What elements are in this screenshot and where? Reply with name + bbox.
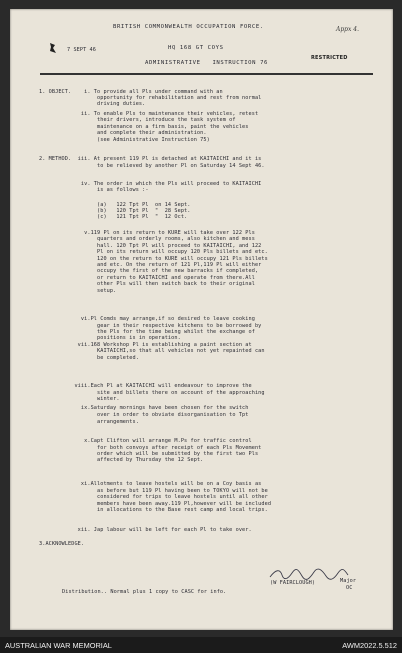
header-org: BRITISH COMMONWEALTH OCCUPATION FORCE. — [113, 24, 264, 30]
signatory-appointment: OC — [346, 585, 353, 591]
archive-footer — [0, 637, 402, 653]
instruction-line: maintenance on a firm basis, paint the vehicles — [39, 124, 249, 130]
instruction-line: 3.ACKNOWLEDGE. — [39, 541, 85, 547]
instruction-line: hall. 120 Tpt Pl will proceed to KAITAICHI, and 122 — [39, 243, 262, 249]
instruction-line: considered for trips to leave hostels until all other — [39, 494, 268, 500]
footer-institution: AUSTRALIAN WAR MEMORIAL — [5, 641, 112, 650]
instruction-line: their drivers, introduce the task system of — [39, 117, 236, 123]
distribution-line: Distribution.. Normal plus 1 copy to CASC for info. — [62, 589, 227, 595]
hole-punch-mark-icon — [48, 42, 57, 54]
handwritten-signature — [268, 567, 350, 581]
header-date: 7 SEPT 46 — [67, 47, 97, 53]
instruction-line: as before but 119 Pl having been to TOKYO will not be — [39, 488, 268, 494]
instruction-line: other Pls will then switch back to their original — [39, 281, 255, 287]
instruction-line: xii. Jap labour will be left for each Pl to take over. — [39, 527, 252, 533]
instruction-line: xi.Allotments to leave hostels will be on a Coy basis as — [39, 481, 262, 487]
instruction-line: members have been away.119 Pl,however will be included — [39, 501, 272, 507]
instruction-line: vi.Pl Comds may arrange,if so desired to leave cooking — [39, 316, 255, 322]
instruction-line: to be relieved by another Pl on Saturday 14 Sept 46. — [39, 163, 265, 169]
instruction-line: and complete their administration. — [39, 130, 207, 136]
instruction-line: ii. To enable Pls to maintenance their vehicles, retest — [39, 111, 259, 117]
instruction-line: Pl on its return will occupy 120 Pls billets and etc. — [39, 249, 268, 255]
instruction-line: iv. The order in which the Pls will proceed to KAITAICHI — [39, 181, 262, 187]
instruction-line: (b) 120 Tpt Pl " 28 Sept. — [39, 208, 191, 214]
instruction-line: (see Administrative Instruction 75) — [39, 137, 210, 143]
instruction-line: x.Capt Clifton will arrange M.Ps for traffic control — [39, 438, 252, 444]
instruction-line: or return to KAITAICHI and operate from there.All — [39, 275, 255, 281]
instruction-line: occupy the first of the new barracks if completed, — [39, 268, 259, 274]
header-title: ADMINISTRATIVE INSTRUCTION 76 — [145, 60, 268, 66]
instruction-line: and etc. On the return of 121 Pl,119 Pl will either — [39, 262, 262, 268]
instruction-line: opportunity for rehabilitation and rest from normal — [39, 95, 262, 101]
instruction-line: 120 on the return to KURE will occupy 121 Pls billets — [39, 256, 268, 262]
instruction-line: positions is in operation. — [39, 335, 181, 341]
instruction-line: is as follows :- — [39, 187, 149, 193]
instruction-line: winter. — [39, 396, 120, 402]
instruction-line: the Pls for the time being whilst the exchange of — [39, 329, 255, 335]
instruction-line: KAITAICHI,so that all vehicles not yet repainted can — [39, 348, 265, 354]
instruction-line: viii.Each Pl at KAITAICHI will endeavour to improve the — [39, 383, 252, 389]
signatory-rank: Major — [340, 578, 357, 584]
signatory-name: (W FAIRCLOUGH) — [270, 580, 316, 586]
instruction-line: driving duties. — [39, 101, 146, 107]
footer-accession-number: AWM2022.5.512 — [342, 641, 397, 650]
instruction-line: arrangements. — [39, 419, 139, 425]
instruction-line: order which will be submitted by the first two Pls — [39, 451, 259, 457]
instruction-line: 2. METHOD. iii. At present 119 Pl is detached at KAITAICHI and it is — [39, 156, 262, 162]
document-page — [10, 9, 393, 630]
restricted-stamp: RESTRICTED — [311, 55, 348, 61]
header-rule — [40, 73, 373, 75]
instruction-line: (c) 121 Tpt Pl " 12 Oct. — [39, 214, 188, 220]
instruction-line: ix.Saturday mornings have been chosen for the switch — [39, 405, 249, 411]
instruction-line: (a) 122 Tpt Pl on 14 Sept. — [39, 202, 191, 208]
instruction-line: v.119 Pl on its return to KURE will take over 122 Pls — [39, 230, 255, 236]
instruction-line: in allocations to the Base rest camp and local trips. — [39, 507, 268, 513]
instruction-line: for both convoys after receipt of each Pls Movement — [39, 445, 262, 451]
instruction-line: vii.168 Workshop Pl is establishing a paint section at — [39, 342, 252, 348]
instruction-line: setup. — [39, 288, 117, 294]
instruction-line: affected by Thursday the 12 Sept. — [39, 457, 204, 463]
instruction-line: site and billets there on account of the approaching — [39, 390, 265, 396]
instruction-line: 1. OBJECT. i. To provide all Pls under command with an — [39, 89, 223, 95]
instruction-line: be completed. — [39, 355, 139, 361]
instruction-line: gear in their respective kitchens to be borrowed by — [39, 323, 262, 329]
instruction-line: over in order to obviate disorganisation to Tpt — [39, 412, 249, 418]
header-unit: HQ 168 GT COYS — [168, 45, 224, 51]
handwritten-appendix-ref: Appx 4. — [336, 26, 360, 33]
instruction-line: quarters and orderly rooms, also kitchen and mess — [39, 236, 255, 242]
